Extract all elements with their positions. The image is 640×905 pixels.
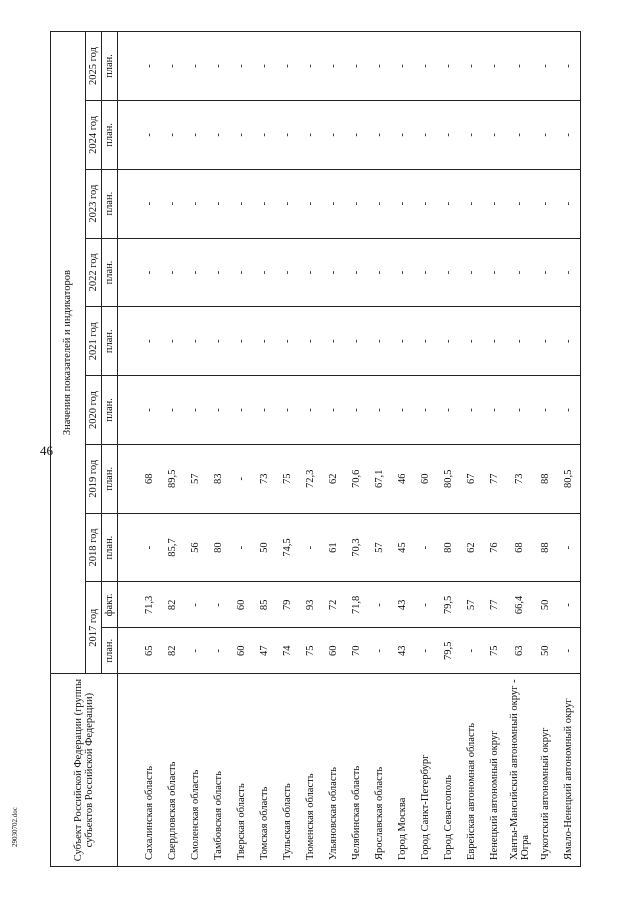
value-cell: - <box>557 513 581 582</box>
value-cell: - <box>230 169 253 238</box>
value-cell: - <box>391 307 414 376</box>
value-cell: - <box>230 32 253 101</box>
value-cell: - <box>345 238 368 307</box>
value-cell: - <box>460 100 483 169</box>
value-cell: 76 <box>483 513 506 582</box>
value-cell: - <box>184 628 207 674</box>
value-cell: 79 <box>276 582 299 628</box>
value-cell: - <box>207 32 230 101</box>
value-cell: - <box>368 32 391 101</box>
value-cell: - <box>506 376 534 445</box>
value-cell: - <box>557 376 581 445</box>
value-cell: - <box>322 32 345 101</box>
value-cell: - <box>345 100 368 169</box>
value-cell: 63 <box>506 628 534 674</box>
value-cell: - <box>345 32 368 101</box>
value-cell: - <box>534 169 557 238</box>
year-header: 2024 год <box>86 100 102 169</box>
value-cell: 79,5 <box>437 628 460 674</box>
value-cell: - <box>483 307 506 376</box>
value-cell: 75 <box>276 444 299 513</box>
value-cell: - <box>299 513 322 582</box>
value-cell: - <box>207 100 230 169</box>
value-cell: - <box>276 307 299 376</box>
value-cell: - <box>414 307 437 376</box>
value-cell: - <box>118 307 162 376</box>
value-cell: - <box>506 307 534 376</box>
value-cell: - <box>437 100 460 169</box>
value-cell: 70,6 <box>345 444 368 513</box>
value-cell: - <box>506 238 534 307</box>
value-cell: 67,1 <box>368 444 391 513</box>
value-cell: - <box>230 513 253 582</box>
value-cell: 45 <box>391 513 414 582</box>
table-row <box>534 32 557 867</box>
table-row <box>276 32 299 867</box>
sub-header: план. <box>102 513 118 582</box>
table-row <box>230 32 253 867</box>
value-cell: - <box>557 100 581 169</box>
value-cell: - <box>322 307 345 376</box>
value-cell: - <box>414 32 437 101</box>
value-cell: - <box>368 628 391 674</box>
value-cell: - <box>557 582 581 628</box>
value-cell: - <box>368 582 391 628</box>
value-cell: - <box>345 307 368 376</box>
value-cell: 57 <box>460 582 483 628</box>
value-cell: 89,5 <box>161 444 184 513</box>
value-cell: - <box>345 376 368 445</box>
table-row <box>506 32 534 867</box>
region-name-cell: Томская область <box>253 674 276 867</box>
region-name-cell: Тульская область <box>276 674 299 867</box>
value-cell: 80 <box>207 513 230 582</box>
value-cell: - <box>322 238 345 307</box>
value-cell: 74,5 <box>276 513 299 582</box>
value-cell: - <box>534 376 557 445</box>
value-cell: - <box>230 100 253 169</box>
year-header: 2020 год <box>86 376 102 445</box>
value-cell: 73 <box>253 444 276 513</box>
region-name-cell: Город Санкт-Петербург <box>414 674 437 867</box>
value-cell: 73 <box>506 444 534 513</box>
value-cell: 85 <box>253 582 276 628</box>
value-cell: - <box>161 100 184 169</box>
region-name-cell: Свердловская область <box>161 674 184 867</box>
value-cell: - <box>483 238 506 307</box>
value-cell: - <box>184 169 207 238</box>
value-cell: 79,5 <box>437 582 460 628</box>
value-cell: - <box>230 444 253 513</box>
value-cell: 70 <box>345 628 368 674</box>
value-cell: - <box>414 513 437 582</box>
value-cell: - <box>207 628 230 674</box>
value-cell: - <box>437 32 460 101</box>
value-cell: 72 <box>322 582 345 628</box>
value-cell: 43 <box>391 628 414 674</box>
value-cell: 50 <box>253 513 276 582</box>
value-cell: - <box>391 376 414 445</box>
region-name-cell: Город Севастополь <box>437 674 460 867</box>
value-cell: - <box>299 307 322 376</box>
value-cell: 57 <box>368 513 391 582</box>
value-cell: - <box>534 238 557 307</box>
value-cell: - <box>345 169 368 238</box>
region-name-cell: Чукотский автономный округ <box>534 674 557 867</box>
value-cell: - <box>118 169 162 238</box>
table-row <box>118 32 162 867</box>
table-row <box>322 32 345 867</box>
table-row <box>414 32 437 867</box>
region-name-cell: Сахалинская область <box>118 674 162 867</box>
value-cell: - <box>118 32 162 101</box>
value-cell: - <box>368 307 391 376</box>
year-header: 2018 год <box>86 513 102 582</box>
value-cell: - <box>557 307 581 376</box>
value-cell: - <box>534 32 557 101</box>
year-header: 2025 год <box>86 32 102 101</box>
value-cell: - <box>460 169 483 238</box>
sub-header: план. <box>102 376 118 445</box>
table-header <box>51 32 118 867</box>
value-cell: - <box>276 376 299 445</box>
table-row <box>483 32 506 867</box>
value-cell: 50 <box>534 582 557 628</box>
value-cell: 71,8 <box>345 582 368 628</box>
value-cell: - <box>161 32 184 101</box>
value-cell: - <box>506 100 534 169</box>
sub-header: план. <box>102 32 118 101</box>
value-cell: - <box>391 100 414 169</box>
sub-header: план. <box>102 169 118 238</box>
value-cell: - <box>414 169 437 238</box>
value-cell: - <box>230 376 253 445</box>
table-body <box>118 32 581 867</box>
value-cell: - <box>230 307 253 376</box>
value-cell: - <box>414 582 437 628</box>
value-cell: 57 <box>184 444 207 513</box>
page-number: 46 <box>40 443 53 458</box>
value-cell: 77 <box>483 582 506 628</box>
value-cell: 72,3 <box>299 444 322 513</box>
value-cell: - <box>253 376 276 445</box>
value-cell: - <box>161 307 184 376</box>
value-cell: - <box>483 100 506 169</box>
value-cell: - <box>161 169 184 238</box>
year-header: 2022 год <box>86 238 102 307</box>
value-cell: - <box>414 376 437 445</box>
value-cell: 85,7 <box>161 513 184 582</box>
table-row <box>437 32 460 867</box>
value-cell: 71,3 <box>118 582 162 628</box>
value-cell: - <box>391 169 414 238</box>
value-cell: 80 <box>437 513 460 582</box>
table-row <box>299 32 322 867</box>
region-name-cell: Тверская область <box>230 674 253 867</box>
table-row <box>207 32 230 867</box>
value-cell: - <box>460 307 483 376</box>
value-cell: - <box>506 169 534 238</box>
value-cell: - <box>414 628 437 674</box>
value-cell: 77 <box>483 444 506 513</box>
value-cell: - <box>276 169 299 238</box>
region-name-cell: Тамбовская область <box>207 674 230 867</box>
footer-doc-id: 29030702.doc <box>11 807 19 847</box>
value-cell: - <box>322 100 345 169</box>
value-cell: - <box>414 238 437 307</box>
value-cell: 67 <box>460 444 483 513</box>
value-cell: - <box>207 238 230 307</box>
value-cell: - <box>460 238 483 307</box>
value-cell: - <box>460 376 483 445</box>
value-cell: - <box>253 307 276 376</box>
value-cell: 88 <box>534 444 557 513</box>
table-row <box>345 32 368 867</box>
region-name-cell: Еврейская автономная область <box>460 674 483 867</box>
value-cell: - <box>437 169 460 238</box>
value-cell: - <box>299 169 322 238</box>
value-cell: - <box>322 376 345 445</box>
value-cell: - <box>276 100 299 169</box>
value-cell: - <box>460 32 483 101</box>
value-cell: - <box>118 238 162 307</box>
sub-header: план. <box>102 100 118 169</box>
value-cell: - <box>276 32 299 101</box>
value-cell: - <box>534 307 557 376</box>
value-cell: - <box>368 376 391 445</box>
value-cell: - <box>483 169 506 238</box>
value-cell: - <box>118 100 162 169</box>
sub-header: план. <box>102 307 118 376</box>
value-cell: 62 <box>322 444 345 513</box>
region-name-cell: Ярославская область <box>368 674 391 867</box>
value-cell: - <box>460 628 483 674</box>
value-cell: 62 <box>460 513 483 582</box>
value-cell: 68 <box>118 444 162 513</box>
value-cell: - <box>368 169 391 238</box>
sub-header: план. <box>102 444 118 513</box>
value-cell: 82 <box>161 628 184 674</box>
value-cell: - <box>118 513 162 582</box>
value-cell: 60 <box>322 628 345 674</box>
subject-column-header: Субъект Российской Федерации (группы субъектов Российской Федерации) <box>51 674 118 867</box>
value-cell: 68 <box>506 513 534 582</box>
value-cell: - <box>184 32 207 101</box>
table-row <box>368 32 391 867</box>
value-cell: 43 <box>391 582 414 628</box>
year-header: 2019 год <box>86 444 102 513</box>
value-cell: - <box>557 169 581 238</box>
value-cell: - <box>299 376 322 445</box>
indicators-table <box>50 31 581 867</box>
indicators-group-header: Значения показателей и индикаторов <box>51 32 86 674</box>
value-cell: 93 <box>299 582 322 628</box>
value-cell: - <box>253 238 276 307</box>
value-cell: 75 <box>299 628 322 674</box>
value-cell: 56 <box>184 513 207 582</box>
rotated-table-region <box>50 31 583 867</box>
value-cell: 60 <box>230 582 253 628</box>
value-cell: - <box>437 307 460 376</box>
value-cell: - <box>483 32 506 101</box>
value-cell: 66,4 <box>506 582 534 628</box>
value-cell: 61 <box>322 513 345 582</box>
value-cell: - <box>557 32 581 101</box>
region-name-cell: Город Москва <box>391 674 414 867</box>
value-cell: - <box>322 169 345 238</box>
region-name-cell: Ханты-Мансийский автономный округ - Югра <box>506 674 534 867</box>
value-cell: - <box>483 376 506 445</box>
value-cell: - <box>184 376 207 445</box>
value-cell: - <box>276 238 299 307</box>
year-header: 2017 год <box>86 582 102 674</box>
value-cell: - <box>253 169 276 238</box>
value-cell: - <box>299 32 322 101</box>
value-cell: 80,5 <box>557 444 581 513</box>
value-cell: - <box>368 100 391 169</box>
value-cell: - <box>557 238 581 307</box>
value-cell: 50 <box>534 628 557 674</box>
value-cell: - <box>391 32 414 101</box>
value-cell: - <box>161 376 184 445</box>
value-cell: - <box>118 376 162 445</box>
value-cell: 88 <box>534 513 557 582</box>
value-cell: - <box>299 100 322 169</box>
value-cell: - <box>414 100 437 169</box>
value-cell: 70,3 <box>345 513 368 582</box>
value-cell: - <box>184 307 207 376</box>
value-cell: 60 <box>230 628 253 674</box>
value-cell: - <box>184 100 207 169</box>
value-cell: - <box>230 238 253 307</box>
value-cell: 80,5 <box>437 444 460 513</box>
region-name-cell: Ульяновская область <box>322 674 345 867</box>
value-cell: 46 <box>391 444 414 513</box>
table-row <box>161 32 184 867</box>
value-cell: 83 <box>207 444 230 513</box>
table-row <box>460 32 483 867</box>
value-cell: - <box>368 238 391 307</box>
region-name-cell: Ненецкий автономный округ <box>483 674 506 867</box>
value-cell: - <box>437 238 460 307</box>
value-cell: - <box>391 238 414 307</box>
value-cell: - <box>207 307 230 376</box>
region-name-cell: Смоленская область <box>184 674 207 867</box>
year-header: 2021 год <box>86 307 102 376</box>
value-cell: - <box>253 32 276 101</box>
value-cell: - <box>207 169 230 238</box>
region-name-cell: Тюменская область <box>299 674 322 867</box>
year-header: 2023 год <box>86 169 102 238</box>
value-cell: - <box>207 376 230 445</box>
value-cell: - <box>506 32 534 101</box>
value-cell: - <box>207 582 230 628</box>
value-cell: - <box>253 100 276 169</box>
value-cell: 47 <box>253 628 276 674</box>
value-cell: - <box>534 100 557 169</box>
table-row <box>557 32 581 867</box>
table-row <box>391 32 414 867</box>
region-name-cell: Ямало-Ненецкий автономный округ <box>557 674 581 867</box>
sub-header: план. <box>102 628 118 674</box>
value-cell: 74 <box>276 628 299 674</box>
table-row <box>184 32 207 867</box>
value-cell: - <box>161 238 184 307</box>
value-cell: - <box>299 238 322 307</box>
value-cell: 82 <box>161 582 184 628</box>
sub-header: факт. <box>102 582 118 628</box>
value-cell: - <box>437 376 460 445</box>
value-cell: 75 <box>483 628 506 674</box>
value-cell: - <box>184 582 207 628</box>
value-cell: - <box>557 628 581 674</box>
value-cell: 60 <box>414 444 437 513</box>
sub-header: план. <box>102 238 118 307</box>
table-row <box>253 32 276 867</box>
region-name-cell: Челябинская область <box>345 674 368 867</box>
value-cell: - <box>184 238 207 307</box>
value-cell: 65 <box>118 628 162 674</box>
